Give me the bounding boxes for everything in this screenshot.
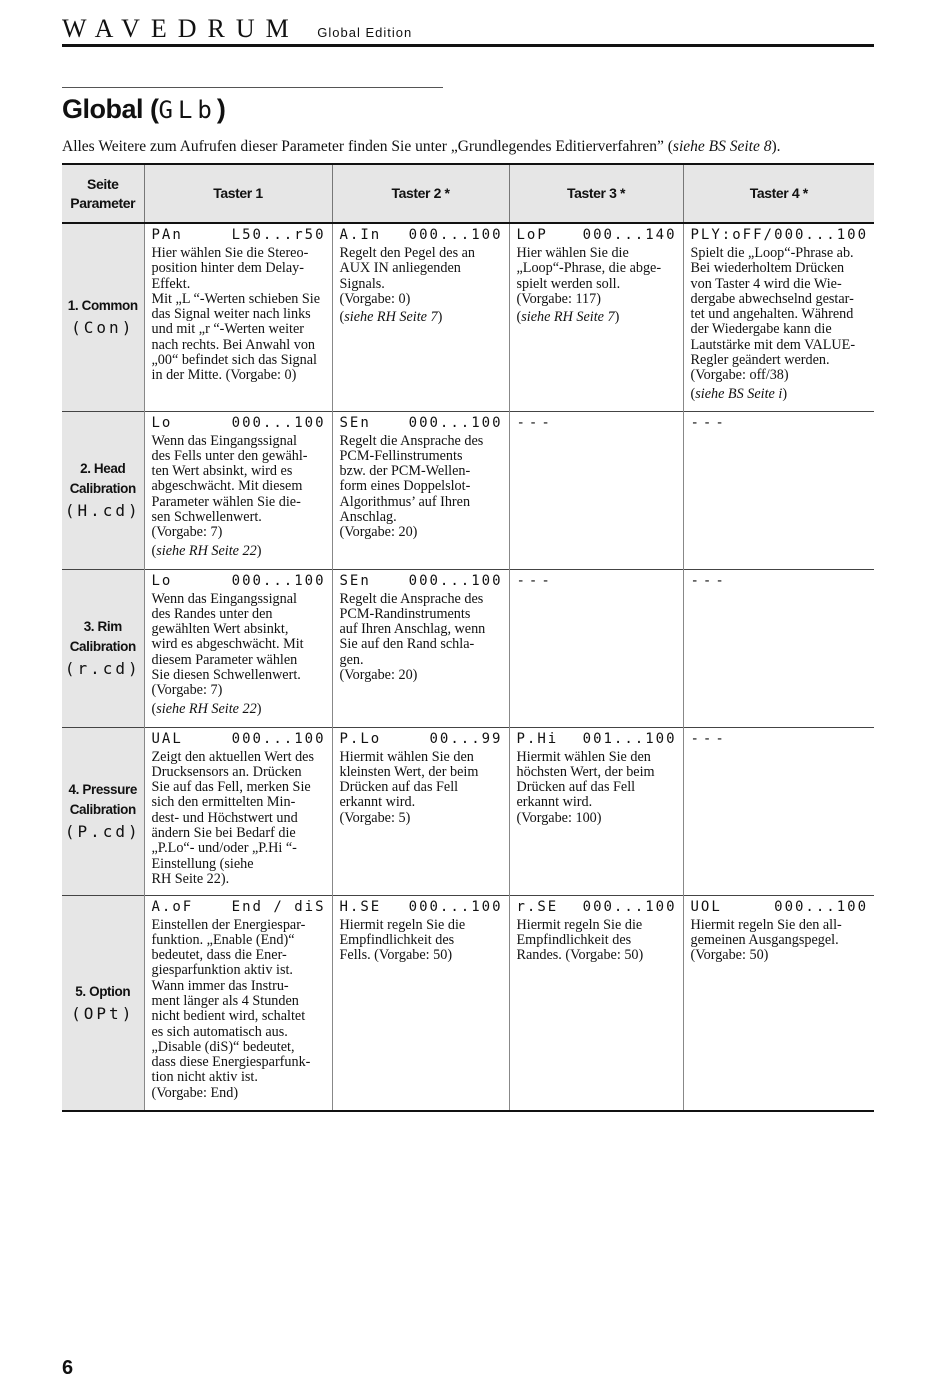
parameter-description: Spielt die „Loop“-Phrase ab. Bei wiederholtem Drücken von Taster 4 wird die Wie- dergabe abwechselnd gestar- tet und angehalten. Während der Wiedergabe kann die Lautstärke mit dem VALUE- Regler geändert werden. (Vorgabe: off/38) <box>690 245 856 384</box>
parameter-code <box>340 730 503 749</box>
row-label-text: 3. Rim Calibration <box>69 619 136 654</box>
table-row <box>62 895 874 1111</box>
parameter-range: 000...100 <box>408 572 503 589</box>
row-label <box>62 569 144 727</box>
row-label-text: 2. Head Calibration <box>69 461 136 496</box>
column-header: Taster 1 <box>144 164 332 223</box>
reference-text: siehe RH Seite 7 <box>344 309 438 326</box>
parameter-code <box>691 226 869 245</box>
table-cell <box>683 223 874 411</box>
table-cell <box>332 569 509 727</box>
parameter-name: A.In <box>339 227 382 243</box>
table-cell <box>332 895 509 1111</box>
parameter-description: Wenn das Eingangssignal des Fells unter den gewähl- ten Wert absinkt, wird es abgeschwächt. Mit diesem Parameter wählen Sie die- sen Schwellenwert. (Vorgabe: 7) <box>151 432 308 541</box>
table-cell <box>683 727 874 895</box>
intro-text <box>62 137 874 157</box>
row-label <box>62 223 144 411</box>
table-cell <box>509 223 683 411</box>
parameter-range: 001...100 <box>582 730 677 747</box>
parameter-code <box>340 898 503 917</box>
parameter-range: 000...100 <box>408 898 503 915</box>
parameter-range: 000...100 <box>231 730 326 747</box>
parameter-name: UOL <box>690 898 722 915</box>
page-title <box>62 92 225 127</box>
page-number: 6 <box>62 1357 74 1379</box>
parameter-name: P.Lo <box>339 730 382 747</box>
parameter-description: Hier wählen Sie die „Loop“-Phrase, die abge- spielt werden soll. (Vorgabe: 117) <box>516 245 662 307</box>
parameter-name: P.Hi <box>516 730 559 747</box>
parameter-description: Zeigt den aktuellen Wert des Drucksensors an. Drücken Sie auf das Fell, merken Sie sich den ermittelten Min- dest- und Höchstwert und ändern Sie bei Bedarf die „P.Lo“- und/oder „P.Hi “- Einstellung (siehe RH Seite 22). <box>151 748 314 887</box>
row-label-code: (P.cd) <box>64 822 141 841</box>
reference-wrap: (siehe RH Seite 22) <box>151 700 262 717</box>
parameter-range: 000...100 <box>774 898 868 915</box>
table-cell <box>144 569 332 727</box>
parameter-description: Wenn das Eingangssignal des Randes unter den gewählten Wert absinkt, wird es abgeschwächt. Mit diesem Parameter wählen Sie diesen Schwellenwert. (Vorgabe: 7) <box>151 590 304 699</box>
edition-label: Global Edition <box>317 25 413 40</box>
table-cell <box>332 223 509 411</box>
reference-text: siehe RH Seite 22 <box>156 700 257 717</box>
parameter-range: 000...100 <box>408 414 503 431</box>
column-header: Seite Parameter <box>62 164 144 223</box>
parameter-range: 000...100 <box>231 414 326 431</box>
table-cell <box>683 569 874 727</box>
parameter-description: Regelt den Pegel des an AUX IN anliegenden Signals. (Vorgabe: 0) <box>339 245 476 307</box>
table-cell <box>509 727 683 895</box>
parameter-code <box>152 414 326 433</box>
parameter-code <box>152 898 326 917</box>
reference-wrap: (siehe BS Seite i) <box>690 385 788 402</box>
column-header: Taster 4 * <box>683 164 874 223</box>
table-cell <box>144 895 332 1111</box>
page-title-code: GLb <box>158 96 217 124</box>
empty-dash: --- <box>690 730 728 747</box>
table-cell <box>332 727 509 895</box>
row-label <box>62 727 144 895</box>
empty-dash: --- <box>516 414 554 431</box>
column-header: Taster 2 * <box>332 164 509 223</box>
parameter-code <box>152 226 326 245</box>
parameter-description: Hiermit wählen Sie den höchsten Wert, der beim Drücken auf das Fell erkannt wird. (Vorgabe: 100) <box>516 748 655 826</box>
parameter-name: PAn <box>151 227 183 243</box>
row-label-code: (OPt) <box>71 1003 135 1023</box>
parameter-range: L50...r50 <box>231 227 326 243</box>
parameter-name: LoP <box>516 227 548 243</box>
section-rule <box>62 87 443 88</box>
brand-name: WAVEDRUM <box>62 14 300 43</box>
table-cell <box>332 411 509 569</box>
parameter-name: Lo <box>151 414 173 431</box>
table-header-row <box>62 164 874 223</box>
parameter-description: Hiermit regeln Sie die Empfindlichkeit des Randes. (Vorgabe: 50) <box>516 916 644 964</box>
empty-dash: --- <box>690 414 728 431</box>
table-cell <box>683 895 874 1111</box>
parameter-code <box>517 730 677 749</box>
parameter-name: SEn <box>339 572 371 589</box>
parameter-description: Regelt die Ansprache des PCM-Randinstruments auf Ihren Anschlag, wenn Sie auf den Rand schla- gen. (Vorgabe: 20) <box>339 590 486 683</box>
parameter-code <box>340 414 503 433</box>
parameter-code <box>340 226 503 245</box>
empty-dash: --- <box>690 572 728 589</box>
intro-end: ). <box>771 138 781 155</box>
table-cell <box>144 727 332 895</box>
parameter-range: End / diS <box>231 898 326 915</box>
table-cell <box>509 895 683 1111</box>
parameter-range: 000...140 <box>582 227 677 243</box>
header-rule <box>62 44 874 47</box>
row-label-code: (Con) <box>71 318 135 338</box>
table-row <box>62 411 874 569</box>
parameter-name: r.SE <box>516 898 559 915</box>
parameter-range: 000...100 <box>408 227 503 243</box>
parameter-range: 000...100 <box>774 227 868 243</box>
reference-wrap: (siehe RH Seite 7) <box>516 309 620 326</box>
parameter-description: Hiermit regeln Sie die Empfindlichkeit des Fells. (Vorgabe: 50) <box>339 916 466 964</box>
reference-text: siehe RH Seite 22 <box>156 542 257 559</box>
empty-dash: --- <box>516 572 554 589</box>
parameter-range: 000...100 <box>231 572 326 589</box>
parameter-code <box>152 572 326 591</box>
brand-header <box>62 14 412 48</box>
parameter-name: H.SE <box>339 898 382 915</box>
parameter-description: Einstellen der Energiespar- funktion. „Enable (End)“ bedeutet, dass die Ener- giesparfunktion aktiv ist. Wann immer das Instru- ment länger als 4 Stunden nicht bedient wird, schaltet es sich automatisch aus. „Disable (diS)“ bedeutet, dass diese Energiesparfunk- tion nicht aktiv ist. (Vorgabe: End) <box>151 916 311 1101</box>
page-title-text: Global ( <box>62 94 159 124</box>
column-header: Taster 3 * <box>509 164 683 223</box>
row-label <box>62 411 144 569</box>
table-cell <box>509 411 683 569</box>
row-label-code: (H.cd) <box>64 501 141 520</box>
row-label-text: 1. Common <box>67 298 138 314</box>
parameter-description: Regelt die Ansprache des PCM-Fellinstruments bzw. der PCM-Wellen- form eines Doppelslot- Algorithmus’ auf Ihren Anschlag. (Vorgabe: 20) <box>339 432 484 541</box>
parameter-description: Hiermit regeln Sie den all- gemeinen Ausgangspegel. (Vorgabe: 50) <box>690 916 842 964</box>
table-cell <box>509 569 683 727</box>
reference-wrap: (siehe RH Seite 22) <box>151 542 262 559</box>
parameter-description: Hier wählen Sie die Stereo- position hinter dem Delay- Effekt. Mit „L “-Werten schieben Sie das Signal weiter nach links und mit „r “-Werten weiter nach rechts. Bei Anwahl von „00“ befindet sich das Signal in der Mitte. (Vorgabe: 0) <box>151 245 321 384</box>
parameter-code <box>152 730 326 749</box>
parameter-code <box>340 572 503 591</box>
table-cell <box>683 411 874 569</box>
row-label-text: 4. Pressure Calibration <box>68 782 137 817</box>
parameter-name: SEn <box>339 414 371 431</box>
row-label-text: 5. Option <box>75 983 131 999</box>
parameter-name: A.oF <box>151 898 194 915</box>
parameter-table <box>62 163 874 1112</box>
parameter-name: PLY:oFF/ <box>690 227 774 243</box>
parameter-range: 000...100 <box>582 898 677 915</box>
parameter-description: Hiermit wählen Sie den kleinsten Wert, der beim Drücken auf das Fell erkannt wird. (Vorgabe: 5) <box>339 748 479 826</box>
table-cell <box>144 411 332 569</box>
row-label <box>62 895 144 1111</box>
table-row <box>62 727 874 895</box>
parameter-code <box>691 898 869 917</box>
table-row <box>62 223 874 411</box>
page-title-close: ) <box>216 94 226 124</box>
intro-body: Alles Weitere zum Aufrufen dieser Parameter finden Sie unter „Grundlegendes Editierverfahren” ( <box>62 138 673 155</box>
row-label-code: (r.cd) <box>64 659 141 678</box>
parameter-range: 00...99 <box>429 730 503 747</box>
table-cell <box>144 223 332 411</box>
intro-reference: siehe BS Seite 8 <box>672 138 772 155</box>
parameter-code <box>517 226 677 245</box>
parameter-code <box>517 898 677 917</box>
table-row <box>62 569 874 727</box>
reference-wrap: (siehe RH Seite 7) <box>339 309 443 326</box>
reference-text: siehe RH Seite 7 <box>521 309 615 326</box>
reference-text: siehe BS Seite i <box>695 385 783 402</box>
parameter-name: Lo <box>151 572 173 589</box>
parameter-name: UAL <box>151 730 183 747</box>
